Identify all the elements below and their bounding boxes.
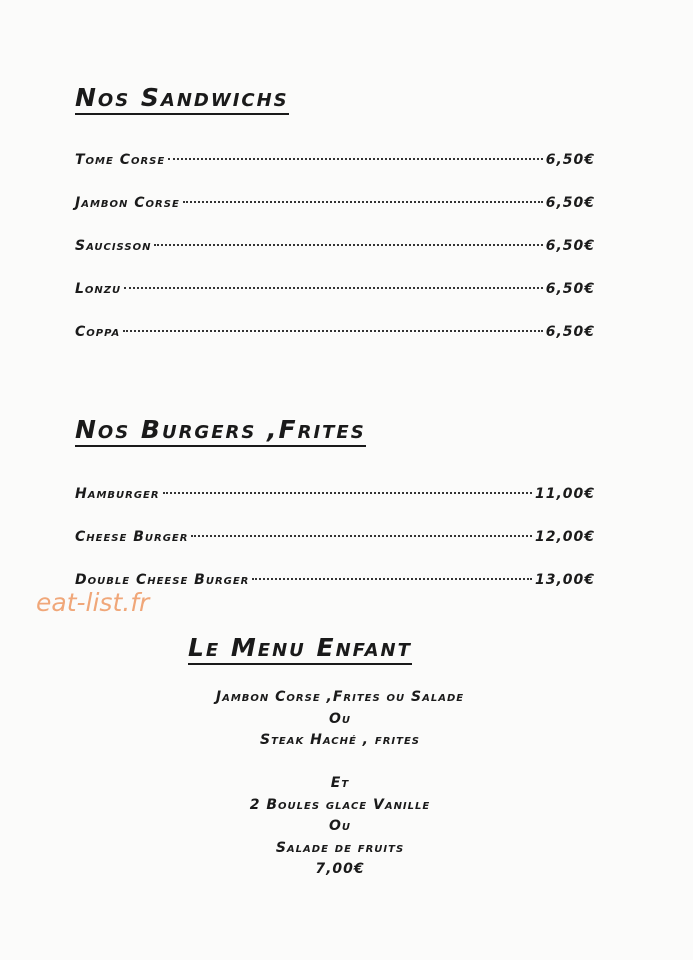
dot-leader: [124, 287, 543, 289]
menu-enfant-heading: Le Menu Enfant: [188, 634, 412, 665]
item-name: Lonzu: [75, 281, 122, 297]
menu-item: [75, 236, 595, 279]
item-price: 13,00€: [534, 572, 595, 588]
menu-enfant-line: Jambon Corse ,Frites ou Salade: [215, 689, 465, 705]
menu-item: [75, 322, 595, 365]
sandwichs-list: [75, 150, 595, 365]
menu-item: [75, 150, 595, 193]
dot-leader: [183, 201, 543, 203]
dot-leader: [168, 158, 542, 160]
menu-item: [75, 279, 595, 322]
menu-item: [75, 193, 595, 236]
item-price: 6,50€: [545, 281, 595, 297]
spacer: [130, 752, 550, 774]
item-price: 6,50€: [545, 195, 595, 211]
dot-leader: [191, 535, 532, 537]
menu-enfant-line: Et: [330, 775, 350, 791]
dot-leader: [123, 330, 542, 332]
watermark: eat-list.fr: [36, 588, 150, 617]
menu-item: [75, 527, 595, 570]
item-name: Tome Corse: [75, 152, 166, 168]
item-price: 6,50€: [545, 324, 595, 340]
item-price: 6,50€: [545, 238, 595, 254]
item-name: Cheese Burger: [75, 529, 189, 545]
menu-enfant-line: Ou: [328, 818, 352, 834]
menu-enfant-price: 7,00€: [315, 861, 365, 877]
item-price: 11,00€: [534, 486, 595, 502]
burgers-heading: Nos Burgers ,Frites: [75, 416, 366, 447]
sandwichs-heading: Nos Sandwichs: [75, 84, 289, 115]
menu-enfant-details: [130, 687, 550, 881]
menu-item: [75, 484, 595, 527]
dot-leader: [154, 244, 542, 246]
burgers-list: [75, 484, 595, 613]
item-price: 12,00€: [534, 529, 595, 545]
menu-enfant-line: Steak Haché , frites: [260, 732, 420, 748]
item-name: Double Cheese Burger: [75, 572, 250, 588]
item-name: Coppa: [75, 324, 121, 340]
item-price: 6,50€: [545, 152, 595, 168]
dot-leader: [163, 492, 532, 494]
menu-item: [75, 570, 595, 613]
dot-leader: [252, 578, 532, 580]
menu-enfant-line: Salade de fruits: [275, 839, 405, 856]
item-name: Hamburger: [75, 486, 160, 502]
menu-enfant-line: Ou: [328, 710, 352, 727]
item-name: Saucisson: [75, 238, 152, 254]
item-name: Jambon Corse: [75, 195, 180, 211]
menu-enfant-line: 2 Boules glace Vanille: [249, 796, 431, 813]
